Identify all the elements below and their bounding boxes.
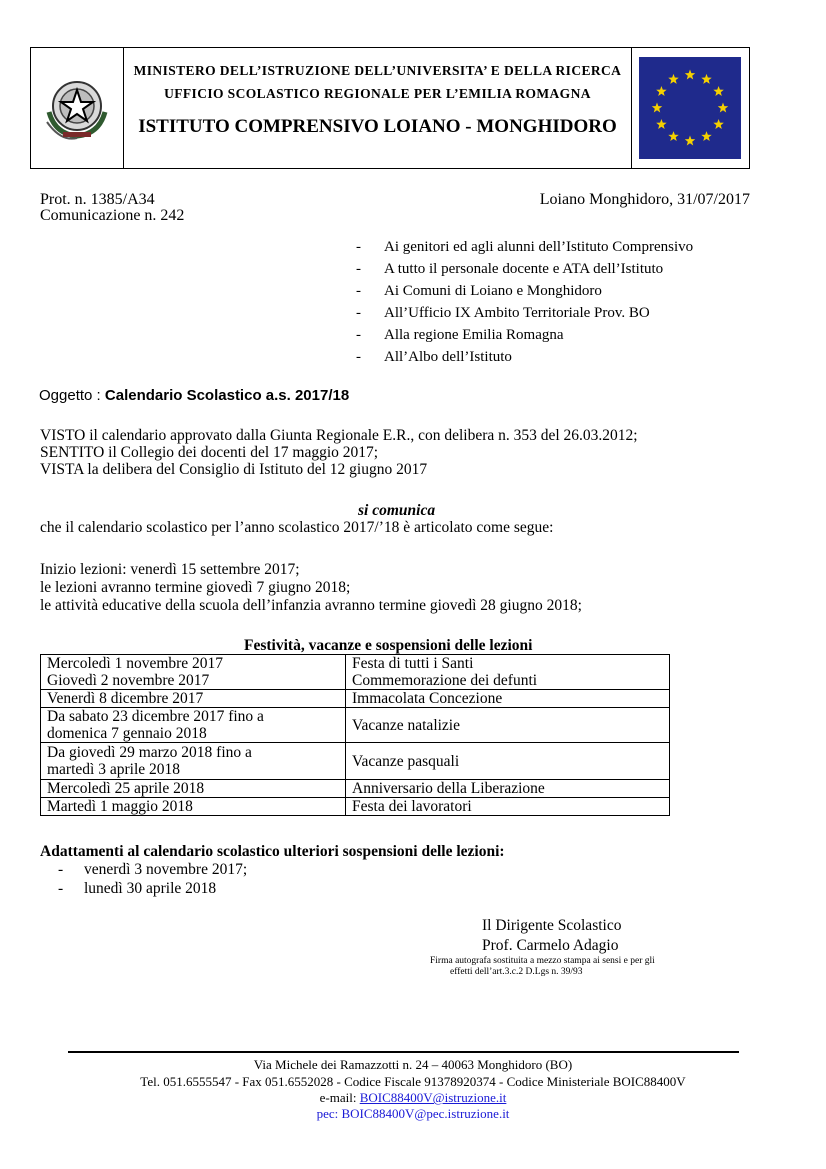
eu-star-icon [685, 136, 695, 146]
recipients-list [356, 239, 693, 371]
subject-label: Oggetto : [39, 387, 101, 404]
premise-sentito: SENTITO il Collegio dei docenti del 17 maggio 2017; [40, 444, 379, 461]
holiday-description: Vacanze pasquali [346, 743, 670, 780]
recipient-item: - All’Albo dell’Istituto [356, 349, 512, 365]
holiday-date: Da giovedì 29 marzo 2018 fino a martedì 3 aprile 2018 [41, 743, 346, 780]
holiday-description: Anniversario della Liberazione [346, 780, 670, 798]
recipient-item: - Ai genitori ed agli alunni dell’Istituto Comprensivo [356, 239, 694, 255]
email-link[interactable]: BOIC88400V@istruzione.it [359, 1090, 507, 1105]
table-row [41, 780, 670, 798]
schedule-start: Inizio lezioni: venerdì 15 settembre 2017; [40, 561, 300, 578]
communication-number: Comunicazione n. 242 [40, 207, 185, 224]
holiday-date: Venerdì 8 dicembre 2017 [41, 690, 346, 708]
holiday-date: Mercoledì 25 aprile 2018 [41, 780, 346, 798]
letterhead-titles [124, 48, 631, 168]
emblem-cell [31, 48, 124, 168]
email-label: e-mail: [319, 1090, 357, 1105]
holiday-description: Immacolata Concezione [346, 690, 670, 708]
holiday-date: Da sabato 23 dicembre 2017 fino a domenica 7 gennaio 2018 [41, 708, 346, 743]
recipient-item: - A tutto il personale docente e ATA dell’Istituto [356, 261, 664, 277]
eu-star-icon [713, 86, 723, 96]
pec-address[interactable]: BOIC88400V@pec.istruzione.it [341, 1106, 510, 1121]
signature-name: Prof. Carmelo Adagio [482, 937, 619, 954]
adaptation-item: - venerdì 3 novembre 2017; [58, 861, 248, 878]
eu-star-icon [701, 74, 711, 84]
footer-divider [68, 1051, 739, 1053]
communicate-heading: si comunica [358, 502, 436, 519]
italian-republic-emblem-icon [41, 72, 113, 144]
holiday-date: Mercoledì 1 novembre 2017 Giovedì 2 novembre 2017 [41, 655, 346, 690]
eu-star-icon [685, 70, 695, 80]
eu-star-icon [713, 119, 723, 129]
table-row [41, 798, 670, 816]
signature-note-1: Firma autografa sostituita a mezzo stampa ai sensi e per gli [430, 956, 655, 966]
holiday-description: Festa di tutti i Santi Commemorazione dei defunti [346, 655, 670, 690]
communicate-intro: che il calendario scolastico per l’anno scolastico 2017/’18 è articolato come segue: [40, 519, 554, 536]
holidays-title: Festività, vacanze e sospensioni delle lezioni [244, 637, 533, 654]
recipient-item: - All’Ufficio IX Ambito Territoriale Prov. BO [356, 305, 650, 321]
premise-visto: VISTO il calendario approvato dalla Giunta Regionale E.R., con delibera n. 353 del 26.03.2012; [40, 427, 638, 444]
eu-star-icon [652, 103, 662, 113]
pec-label: pec: [316, 1106, 339, 1121]
place-date: Loiano Monghidoro, 31/07/2017 [539, 191, 750, 208]
ministry-title: MINISTERO DELL’ISTRUZIONE DELL’UNIVERSITA’ E DELLA RICERCA [133, 63, 622, 78]
eu-flag-icon [639, 57, 741, 159]
footer-address: Via Michele dei Ramazzotti n. 24 – 40063 Monghidoro (BO) [253, 1057, 573, 1072]
adaptation-item: - lunedì 30 aprile 2018 [58, 880, 217, 897]
holiday-description: Vacanze natalizie [346, 708, 670, 743]
recipient-item: - Ai Comuni di Loiano e Monghidoro [356, 283, 602, 299]
protocol-number: Prot. n. 1385/A34 [40, 191, 155, 208]
letterhead [30, 47, 750, 169]
table-row [41, 708, 670, 743]
holiday-date: Martedì 1 maggio 2018 [41, 798, 346, 816]
footer-pec-line [0, 1106, 826, 1121]
office-title: UFFICIO SCOLASTICO REGIONALE PER L’EMILIA ROMAGNA [164, 86, 591, 101]
institute-title: ISTITUTO COMPRENSIVO LOIANO - MONGHIDORO [138, 116, 617, 137]
eu-star-icon [718, 103, 728, 113]
eu-star-icon [668, 131, 678, 141]
holidays-table [40, 654, 670, 816]
premise-vista: VISTA la delibera del Consiglio di Istituto del 12 giugno 2017 [40, 461, 428, 478]
footer-contacts: Tel. 051.6555547 - Fax 051.6552028 - Codice Fiscale 91378920374 - Codice Ministeriale BOIC88400V [140, 1074, 686, 1089]
eu-stars [639, 57, 741, 159]
eu-star-icon [656, 119, 666, 129]
recipient-item: - Alla regione Emilia Romagna [356, 327, 564, 343]
holiday-description: Festa dei lavoratori [346, 798, 670, 816]
table-row [41, 655, 670, 690]
eu-star-icon [668, 74, 678, 84]
table-row [41, 743, 670, 780]
eu-star-icon [701, 131, 711, 141]
subject-line [39, 387, 349, 404]
table-row [41, 690, 670, 708]
subject-text: Calendario Scolastico a.s. 2017/18 [104, 387, 350, 404]
signature-role: Il Dirigente Scolastico [482, 917, 622, 934]
footer-email-line [0, 1090, 826, 1105]
eu-flag-cell [631, 48, 749, 168]
adaptations-title: Adattamenti al calendario scolastico ulteriori sospensioni delle lezioni: [40, 843, 505, 860]
schedule-end: le lezioni avranno termine giovedì 7 giugno 2018; [40, 579, 351, 596]
signature-note-2: effetti dell’art.3.c.2 D.Lgs n. 39/93 [450, 967, 583, 977]
schedule-kindergarten-end: le attività educative della scuola dell’infanzia avranno termine giovedì 28 giugno 2018; [40, 597, 582, 614]
eu-star-icon [656, 86, 666, 96]
